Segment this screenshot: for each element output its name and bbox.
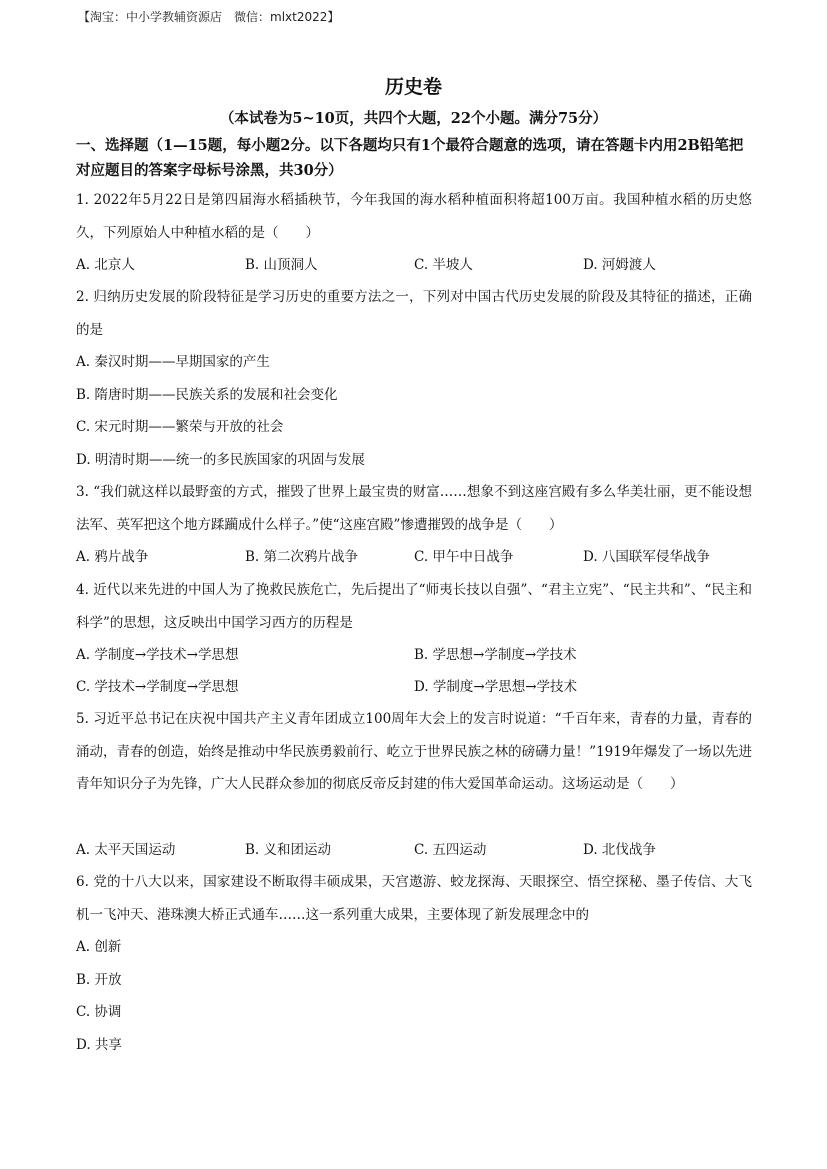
- question-4-options-row-2: [76, 671, 752, 703]
- question-1-option-c[interactable]: C. 半坡人: [414, 257, 473, 273]
- question-3-option-c[interactable]: C. 甲午中日战争: [414, 549, 514, 565]
- question-1-option-b[interactable]: B. 山顶洞人: [245, 257, 318, 273]
- question-4-option-c[interactable]: C. 学技术→学制度→学思想: [76, 679, 239, 695]
- question-6-option-c[interactable]: C. 协调: [76, 1004, 122, 1020]
- question-5-option-c[interactable]: C. 五四运动: [414, 842, 487, 858]
- question-5-options: [76, 834, 752, 866]
- question-3-option-b[interactable]: B. 第二次鸦片战争: [245, 549, 359, 565]
- question-2-option-c[interactable]: C. 宋元时期——繁荣与开放的社会: [76, 419, 284, 435]
- page-header-watermark: 【淘宝：中小学教辅资源店 微信：mlxt2022】: [78, 10, 340, 24]
- question-4-stem: 4. 近代以来先进的中国人为了挽救民族危亡，先后提出了“师夷长技以自强”、“君主立宪”、“民主共和”、“民主和科学”的思想，这反映出中国学习西方的历程是: [76, 582, 752, 631]
- question-2-stem: 2. 归纳历史发展的阶段特征是学习历史的重要方法之一，下列对中国古代历史发展的阶段及其特征的描述，正确的是: [76, 289, 752, 338]
- question-1-option-d[interactable]: D. 河姆渡人: [583, 257, 656, 273]
- page-subtitle: （本试卷为5~10页，共四个大题，22个小题。满分75分）: [219, 110, 608, 127]
- question-2-option-a[interactable]: A. 秦汉时期——早期国家的产生: [76, 354, 270, 370]
- question-3-option-a[interactable]: A. 鸦片战争: [76, 549, 149, 565]
- question-4-option-b[interactable]: B. 学思想→学制度→学技术: [414, 647, 577, 663]
- question-5-option-b[interactable]: B. 义和团运动: [245, 842, 332, 858]
- question-1-stem: 1. 2022年5月22日是第四届海水稻插秧节，今年我国的海水稻种植面积将超100万亩。我国种植水稻的历史悠久，下列原始人中种植水稻的是（ ）: [76, 192, 752, 241]
- question-3-options: [76, 541, 752, 573]
- question-1-options: [76, 249, 752, 281]
- question-5-option-d[interactable]: D. 北伐战争: [583, 842, 656, 858]
- question-4-options-row-1: [76, 639, 752, 671]
- question-1-option-a[interactable]: A. 北京人: [76, 257, 135, 273]
- section-heading: 一、选择题（1—15题，每小题2分。以下各题均只有1个最符合题意的选项，请在答题卡内用2B铅笔把对应题目的答案字母标号涂黑，共30分）: [76, 137, 744, 179]
- question-3-option-d[interactable]: D. 八国联军侵华战争: [583, 549, 710, 565]
- question-4-option-d[interactable]: D. 学制度→学思想→学技术: [414, 679, 578, 695]
- question-2-option-b[interactable]: B. 隋唐时期——民族关系的发展和社会变化: [76, 387, 338, 403]
- page-title: 历史卷: [384, 76, 442, 98]
- question-6-option-b[interactable]: B. 开放: [76, 972, 122, 988]
- question-3-stem: 3. “我们就这样以最野蛮的方式，摧毁了世界上最宝贵的财富……想象不到这座宫殿有多么华美壮丽，更不能设想法军、英军把这个地方蹂躏成什么样子。”使“这座宫殿”惨遭摧毁的战争是（ ）: [76, 484, 752, 533]
- question-5-option-a[interactable]: A. 太平天国运动: [76, 842, 176, 858]
- question-4-option-a[interactable]: A. 学制度→学技术→学思想: [76, 647, 239, 663]
- question-5-stem: 5. 习近平总书记在庆祝中国共产主义青年团成立100周年大会上的发言时说道：“千百年来，青春的力量，青春的涌动，青春的创造，始终是推动中华民族勇毅前行、屹立于世界民族之林的磅礴力量！”1919年爆发了一场以先进青年知识分子为先锋，广大人民群众参加的彻底反帝反封建的伟大爱国革命运动。这场运动是（ ）: [76, 711, 752, 792]
- question-2-option-d[interactable]: D. 明清时期——统一的多民族国家的巩固与发展: [76, 452, 365, 468]
- question-6-option-d[interactable]: D. 共享: [76, 1037, 122, 1053]
- question-6-option-a[interactable]: A. 创新: [76, 939, 122, 955]
- question-6-stem: 6. 党的十八大以来，国家建设不断取得丰硕成果，天宫遨游、蛟龙探海、天眼探空、悟空探秘、墨子传信、大飞机一飞冲天、港珠澳大桥正式通车……这一系列重大成果，主要体现了新发展理念中的: [76, 874, 752, 923]
